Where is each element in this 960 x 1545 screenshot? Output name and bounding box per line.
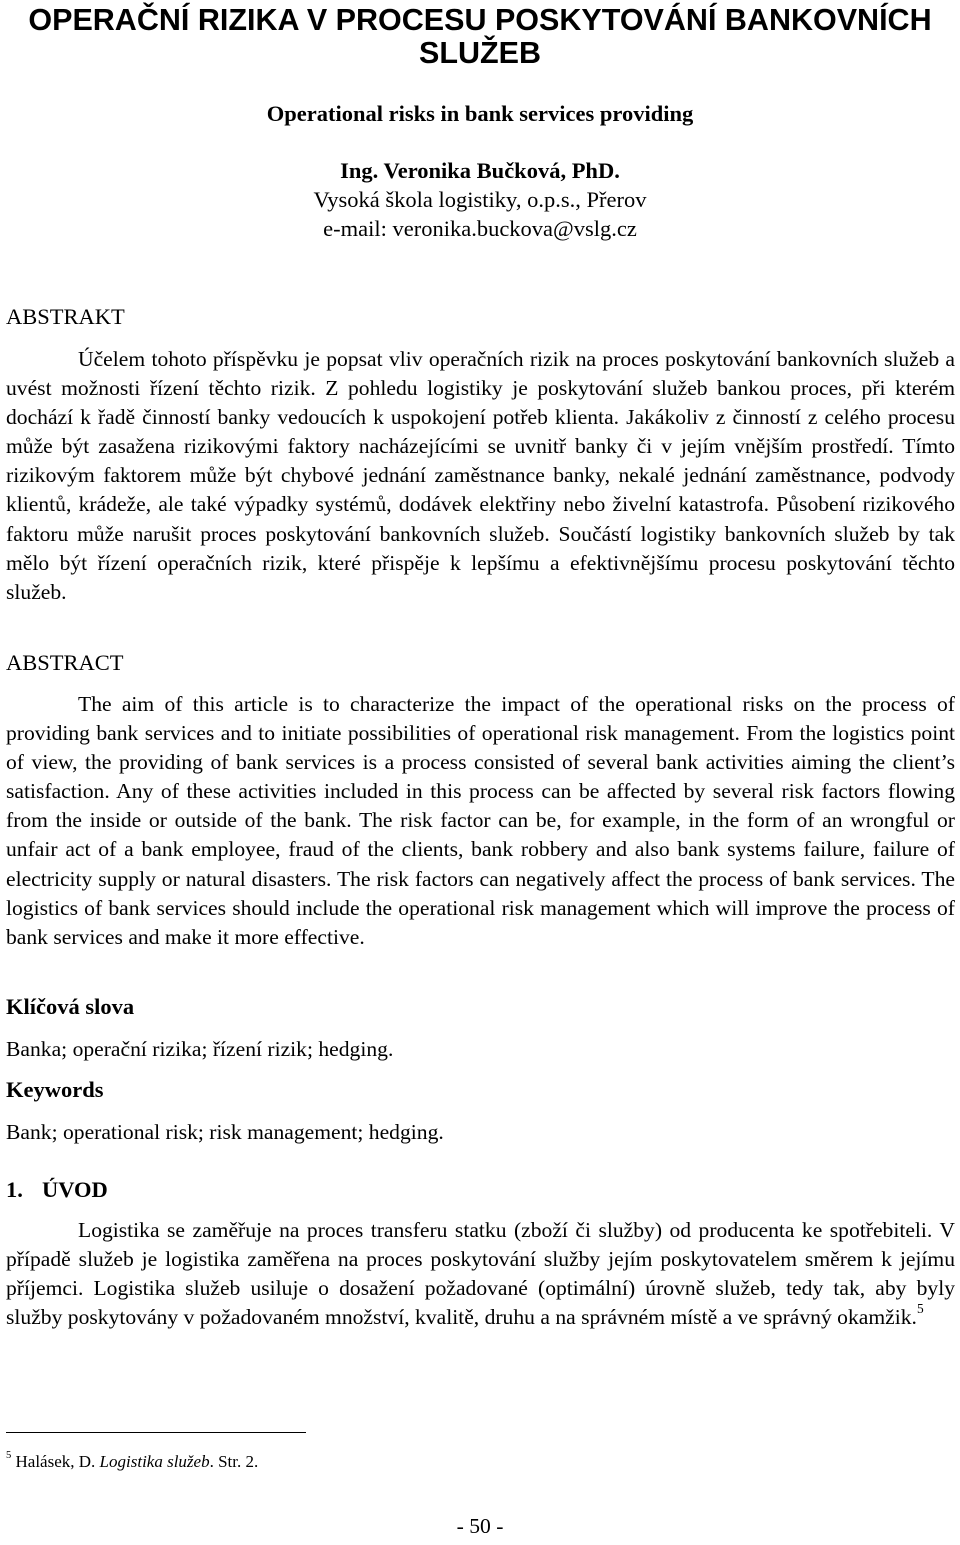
abstract-text: The aim of this article is to characterize the impact of the operational risks on the process of providing bank services and to initiate possibilities of operational risk management. From the logistics point of view, the providing of bank services is a process consisted of several bank activities aiming the client’s satisfaction. Any of these activities included in this process can be affected by several risk factors flowing from the inside or outside of the bank. The risk factor can be, for example, in the form of an wrongful or unfair act of a bank employee, fraud of the clients, bank robbery and also bank systems failure, failure of electricity supply or natural disasters. The risk factors can negatively affect the process of bank services. The logistics of bank services should include the operational risk management which will improve the process of bank services and make it more effective.	[6, 692, 955, 949]
section-paragraph	[6, 1216, 955, 1332]
klicova-slova-text: Banka; operační rizika; řízení rizik; hedging.	[6, 1037, 394, 1061]
footnote-divider	[6, 1432, 306, 1433]
footnote-title: Logistika služeb	[99, 1452, 210, 1471]
abstract-paragraph	[6, 690, 955, 952]
abstrakt-heading: ABSTRAKT	[6, 304, 125, 329]
klicova-slova-heading: Klíčová slova	[6, 994, 135, 1019]
footnote	[6, 1451, 258, 1473]
footnote-rest: . Str. 2.	[209, 1452, 259, 1471]
section-heading	[6, 1176, 108, 1204]
abstract-heading: ABSTRACT	[6, 650, 124, 675]
keywords-heading: Keywords	[6, 1077, 104, 1102]
page-number: - 50 -	[456, 1514, 504, 1538]
abstrakt-paragraph	[6, 345, 955, 607]
abstrakt-text: Účelem tohoto příspěvku je popsat vliv operačních rizik na proces poskytování bankovních služeb a uvést možnosti řízení těchto rizik. Z pohledu logistiky je poskytování služeb bankou proces, při kterém dochází k řadě činností banky vedoucích k uspokojení potřeb klienta. Jakákoliv z činností z celého procesu může být zasažena rizikovými faktory nacházejícími se uvnitř banky či v jejím vnějším prostředí. Tímto rizikovým faktorem může být chybové jednání zaměstnance banky, nekalé jednání zaměstnance, podvody klientů, krádeže, ale také výpadky systémů, dodávek elektřiny nebo živelní katastrofa. Působení rizikového faktoru může narušit proces poskytování bankovních služeb. Součástí logistiky bankovních služeb by tak mělo být řízení operačních rizik, které přispěje k lepšímu a efektivnějšímu procesu poskytování těchto služeb.	[6, 347, 955, 604]
author-name: Ing. Veronika Bučková, PhD.	[340, 158, 620, 183]
keywords-text: Bank; operational risk; risk management; hedging.	[6, 1120, 444, 1144]
section-number: 1.	[6, 1177, 23, 1202]
footnote-author: Halásek, D.	[15, 1452, 96, 1471]
paper-subtitle: Operational risks in bank services providing	[266, 101, 694, 126]
footnote-reference: 5	[916, 1301, 924, 1317]
footnote-number: 5	[6, 1450, 12, 1462]
author-email: e-mail: veronika.buckova@vslg.cz	[323, 216, 637, 241]
section-text: Logistika se zaměřuje na proces transferu statku (zboží či služby) od producenta ke spotřebiteli. V případě služeb je logistika zaměřena na proces poskytování služby jejím poskytovatelem směrem k jejímu příjemci. Logistika služeb usiluje o dosažení požadované (optimální) úrovně služeb, tedy tak, aby byly služby poskytovány v požadovaném množství, kvalitě, druhu a na správném místě a ve správný okamžik.	[6, 1218, 955, 1330]
paper-title: OPERAČNÍ RIZIKA V PROCESU POSKYTOVÁNÍ BANKOVNÍCH SLUŽEB	[28, 3, 932, 70]
section-title: ÚVOD	[42, 1177, 108, 1202]
author-institution: Vysoká škola logistiky, o.p.s., Přerov	[313, 187, 647, 212]
